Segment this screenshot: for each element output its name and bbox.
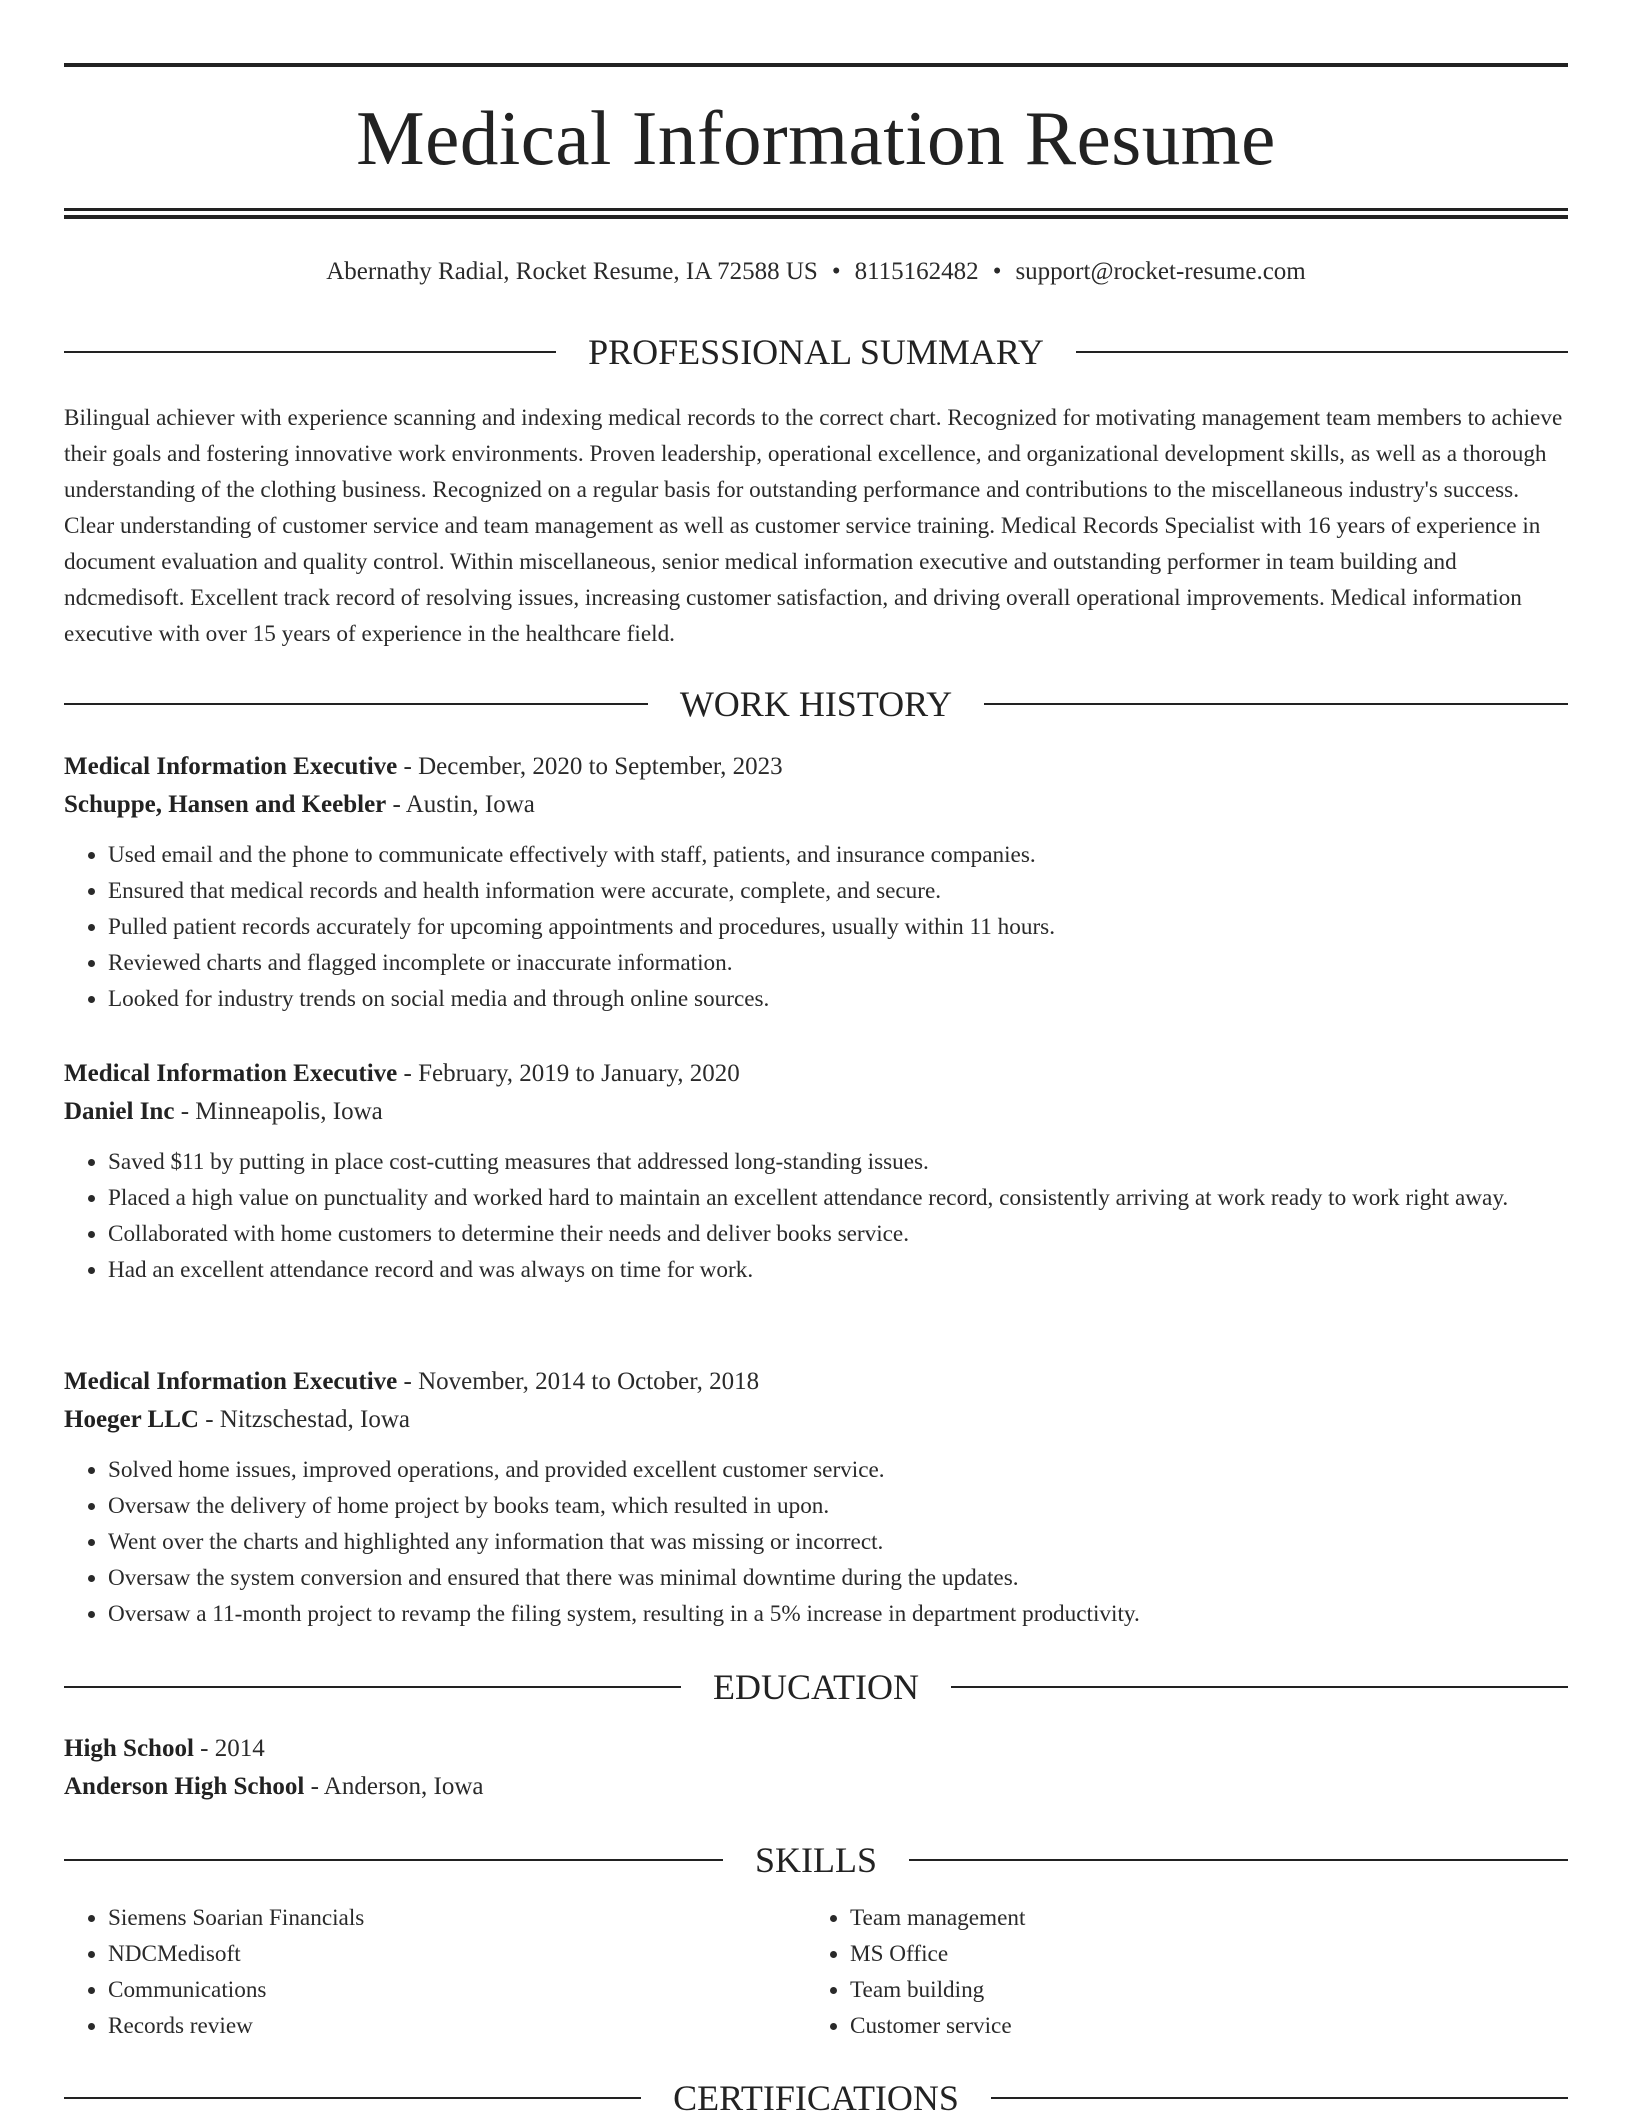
job-title: Medical Information Executive [64,1060,398,1087]
job-company: Daniel Inc [64,1098,175,1125]
top-rule [64,63,1568,67]
job-entry [64,1055,1568,1288]
section-rule [951,1686,1568,1688]
skill-item: • Records review [108,2008,806,2044]
section-header-certifications [64,2076,1568,2120]
job-bullet: • Went over the charts and highlighted any information that was missing or incorrect. [108,1524,1568,1560]
education-school: Anderson High School [64,1773,305,1800]
skill-item: • Team building [850,1972,1548,2008]
job-bullet: • Collaborated with home customers to determine their needs and deliver books service. [108,1216,1568,1252]
job-entry [64,1363,1568,1632]
education-degree: High School [64,1735,194,1762]
skill-item: • Siemens Soarian Financials [108,1900,806,1936]
job-entry [64,748,1568,1017]
education-location: - Anderson, Iowa [304,1773,484,1800]
job-location: - Minneapolis, Iowa [174,1098,383,1125]
job-location: - Nitzschestad, Iowa [198,1406,410,1433]
job-title-line [64,1363,1568,1401]
education-school-line [64,1768,1568,1806]
section-header-summary [64,330,1568,374]
job-title: Medical Information Executive [64,753,398,780]
section-header-skills [64,1838,1568,1882]
contact-line [64,255,1568,289]
job-bullet: • Looked for industry trends on social media and through online sources. [108,981,1568,1017]
job-company-line [64,786,1568,824]
skills-list-right [806,1900,1548,2044]
contact-separator: • [831,258,841,285]
job-bullet: • Used email and the phone to communicate effectively with staff, patients, and insurance companies. [108,837,1568,873]
job-bullet: • Placed a high value on punctuality and worked hard to maintain an excellent attendance record, consistently arriving at work ready to work right away. [108,1180,1568,1216]
section-header-work [64,682,1568,726]
job-company: Schuppe, Hansen and Keebler [64,791,387,818]
job-bullet: • Solved home issues, improved operations, and provided excellent customer service. [108,1452,1568,1488]
job-location: - Austin, Iowa [386,791,535,818]
section-rule [909,1859,1568,1861]
skill-item: • NDCMedisoft [108,1936,806,1972]
skill-item: • Team management [850,1900,1548,1936]
section-rule [64,1859,723,1861]
section-rule [64,351,556,353]
section-title: SKILLS [755,1840,878,1880]
section-title: WORK HISTORY [679,684,953,724]
section-title: EDUCATION [713,1667,919,1707]
job-dates: - November, 2014 to October, 2018 [397,1368,760,1395]
section-rule [984,703,1568,705]
education-degree-line [64,1730,1568,1768]
skill-item: • Customer service [850,2008,1548,2044]
section-title: PROFESSIONAL SUMMARY [588,332,1044,372]
job-dates: - December, 2020 to September, 2023 [397,753,783,780]
job-bullet: • Pulled patient records accurately for upcoming appointments and procedures, usually within 11 hours. [108,909,1568,945]
skills-columns [64,1900,1568,2044]
job-bullet: • Reviewed charts and flagged incomplete or inaccurate information. [108,945,1568,981]
section-rule [64,1686,681,1688]
summary-paragraph: Bilingual achiever with experience scanning and indexing medical records to the correct chart. Recognized for motivating management team members to achieve their goals and fostering innovative work environments. Proven leadership, operational excellence, and organizational development skills, as well as a thorough understanding of the clothing business. Recognized on a regular basis for outstanding performance and contributions to the miscellaneous industry's success. Clear understanding of customer service and team management as well as customer service training. Medical Records Specialist with 16 years of experience in document evaluation and quality control. Within miscellaneous, senior medical information executive and outstanding performer in team building and ndcmedisoft. Excellent track record of resolving issues, increasing customer satisfaction, and driving overall operational improvements. Medical information executive with over 15 years of experience in the healthcare field. [64,405,1563,647]
education-entry [64,1730,1568,1806]
contact-phone: 8115162482 [854,258,979,285]
section-rule [64,703,648,705]
job-bullets [64,837,1568,1017]
job-title-line [64,1055,1568,1093]
contact-email: support@rocket-resume.com [1015,258,1306,285]
contact-address: Abernathy Radial, Rocket Resume, IA 72588 US [326,258,818,285]
resume-title: Medical Information Resume [356,95,1276,181]
title-double-rule [64,208,1568,219]
job-bullet: • Oversaw the system conversion and ensured that there was minimal downtime during the updates. [108,1560,1568,1596]
job-bullet: • Saved $11 by putting in place cost-cutting measures that addressed long-standing issues. [108,1144,1568,1180]
section-rule [991,2097,1568,2099]
job-title: Medical Information Executive [64,1368,398,1395]
section-header-education [64,1665,1568,1709]
skill-item: • MS Office [850,1936,1548,1972]
job-bullet: • Had an excellent attendance record and was always on time for work. [108,1252,1568,1288]
job-bullets [64,1452,1568,1632]
job-dates: - February, 2019 to January, 2020 [397,1060,740,1087]
job-company-line [64,1401,1568,1439]
job-bullets [64,1144,1568,1288]
section-rule [1076,351,1568,353]
education-year: - 2014 [193,1735,265,1762]
job-bullet: • Oversaw the delivery of home project by books team, which resulted in upon. [108,1488,1568,1524]
section-rule [64,2097,641,2099]
skill-item: • Communications [108,1972,806,2008]
section-title: CERTIFICATIONS [673,2078,959,2118]
contact-separator: • [992,258,1002,285]
skills-list-left [64,1900,806,2044]
job-company-line [64,1093,1568,1131]
job-bullet: • Ensured that medical records and health information were accurate, complete, and secure. [108,873,1568,909]
job-title-line [64,748,1568,786]
job-company: Hoeger LLC [64,1406,199,1433]
job-bullet: • Oversaw a 11-month project to revamp the filing system, resulting in a 5% increase in department productivity. [108,1596,1568,1632]
